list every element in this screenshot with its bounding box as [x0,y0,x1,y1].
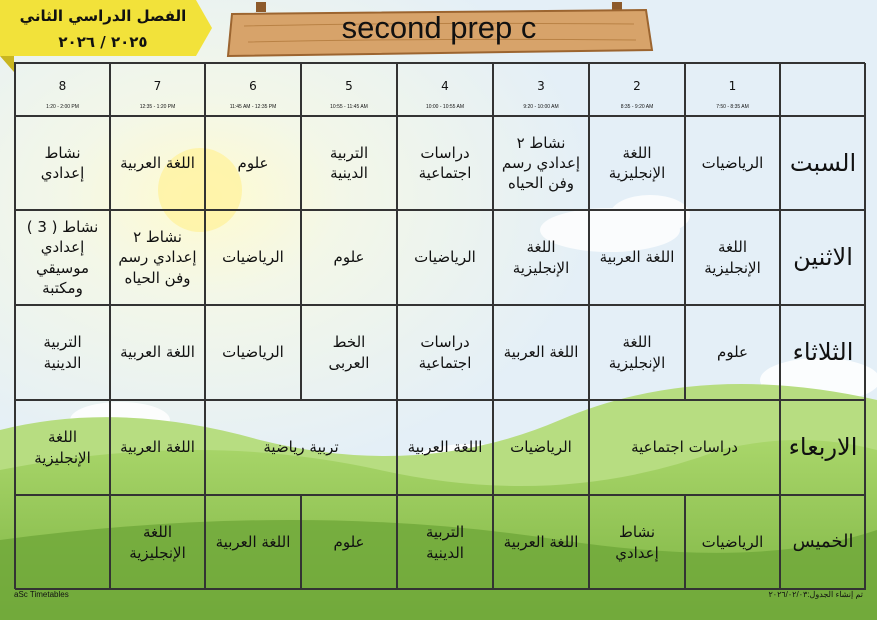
lesson-cell: التربية الدينية [397,495,493,590]
period-time: 1:20 - 2:00 PM [46,104,79,110]
period-header [493,63,589,116]
lesson-cell: نشاط إعدادي [589,495,685,590]
period-header [397,63,493,116]
period-number: 6 [249,79,257,93]
lesson-cell: اللغة العربية [589,210,685,305]
lesson-cell: اللغة العربية [110,116,205,210]
timetable-grid [14,62,865,589]
lesson-cell: اللغة الإنجليزية [493,210,589,305]
period-time: 11:45 AM - 12:35 PM [229,104,277,110]
lesson-cell: الرياضيات [397,210,493,305]
lesson-cell: نشاط ٢ إعدادي رسم وفن الحياه [493,116,589,210]
lesson-cell: اللغة العربية [205,495,301,590]
period-number: 1 [728,79,737,93]
period-time: 7:50 - 8:35 AM [716,104,749,110]
lesson-cell [15,495,110,590]
lesson-cell: التربية الدينية [301,116,397,210]
lesson-cell: نشاط إعدادي [15,116,110,210]
lesson-cell: الرياضيات [493,400,589,495]
lesson-cell: نشاط ( 3 ) إعدادي موسيقي ومكتبة [15,210,110,305]
lesson-cell: الرياضيات [205,210,301,305]
lesson-cell: اللغة العربية [493,305,589,400]
lesson-cell: اللغة العربية [110,305,205,400]
lesson-cell: تربية رياضية [205,400,397,495]
period-number: 3 [537,79,545,93]
lesson-cell: اللغة الإنجليزية [110,495,205,590]
period-time: 9:20 - 10:00 AM [523,104,559,110]
day-name: السبت [780,116,866,210]
day-name: الاربعاء [780,400,866,495]
term-title: الفصل الدراسي الثاني [19,7,187,25]
lesson-cell: اللغة الإنجليزية [15,400,110,495]
period-time: 12:35 - 1:20 PM [139,104,176,110]
footer-created-date: تم إنشاء الجدول:٢٠٢٦/٠٢/٠٣ [768,590,863,599]
term-years: ٢٠٢٥ / ٢٠٢٦ [58,33,148,51]
period-number: 8 [58,79,67,93]
period-header [205,63,301,116]
lesson-cell: اللغة الإنجليزية [589,305,685,400]
period-number: 4 [441,79,449,93]
period-number: 7 [153,79,162,93]
day-name: الثلاثاء [780,305,866,400]
class-title: second prep c [341,10,537,45]
lesson-cell: الرياضيات [685,495,780,590]
lesson-cell: اللغة الإنجليزية [685,210,780,305]
period-time: 8:35 - 9:20 AM [620,104,654,110]
lesson-cell: الخط العربى [301,305,397,400]
lesson-cell: علوم [301,210,397,305]
lesson-cell: الرياضيات [205,305,301,400]
period-header [685,63,780,116]
lesson-cell: الرياضيات [685,116,780,210]
lesson-cell: نشاط ٢ إعدادي رسم وفن الحياه [110,210,205,305]
period-time: 10:55 - 11:45 AM [330,104,368,110]
lesson-cell: اللغة العربية [110,400,205,495]
lesson-cell: دراسات اجتماعية [397,116,493,210]
lesson-cell: اللغة العربية [493,495,589,590]
period-time: 10:00 - 10:55 AM [425,104,465,110]
period-header [589,63,685,116]
period-number: 2 [633,79,641,93]
lesson-cell: دراسات اجتماعية [589,400,780,495]
lesson-cell: علوم [301,495,397,590]
day-name: الاثنين [780,210,866,305]
period-header [15,63,110,116]
day-name: الخميس [780,495,866,590]
period-number: 5 [345,79,353,93]
lesson-cell: دراسات اجتماعية [397,305,493,400]
lesson-cell: اللغة الإنجليزية [589,116,685,210]
lesson-cell: علوم [205,116,301,210]
period-header [301,63,397,116]
lesson-cell: اللغة العربية [397,400,493,495]
footer-software: aSc Timetables [14,590,69,599]
lesson-cell: التربية الدينية [15,305,110,400]
period-header [110,63,205,116]
lesson-cell: علوم [685,305,780,400]
corner-cell [780,63,866,116]
